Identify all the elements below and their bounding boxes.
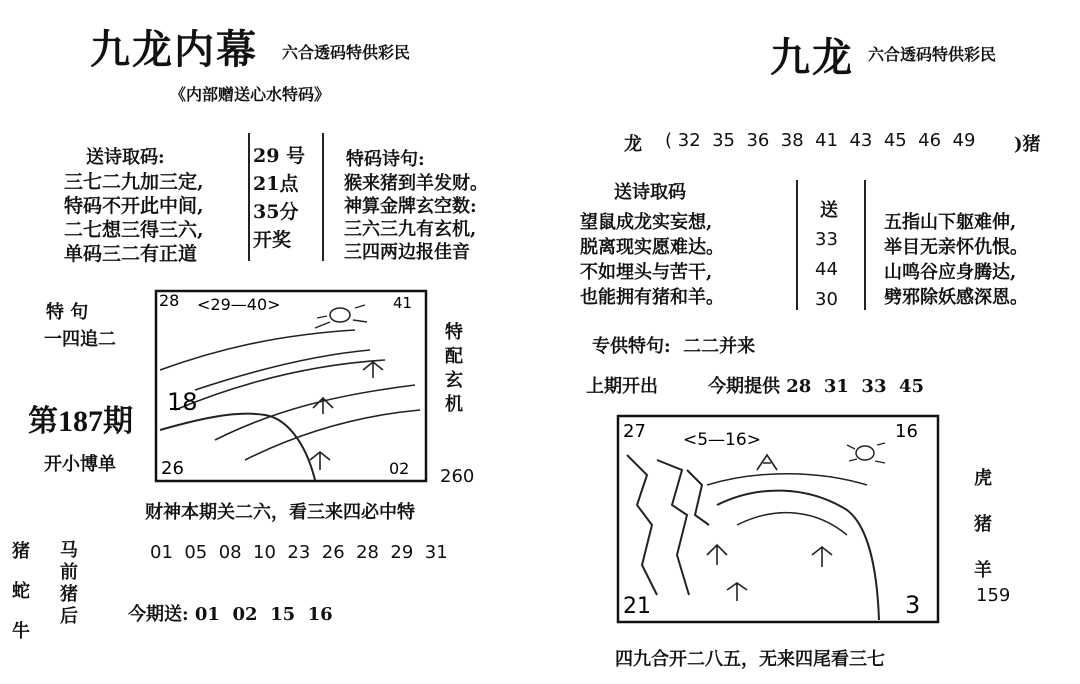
send-label: 送: [820, 200, 838, 221]
poem-line: 也能拥有猪和羊。: [580, 287, 724, 308]
divider-line: [248, 133, 250, 261]
special-heading: 特码诗句:: [346, 149, 425, 170]
special-sentence-label: 特 句: [46, 302, 89, 323]
pic-bottom-right: 3: [905, 591, 921, 619]
horse-char: 猪: [60, 584, 78, 605]
pic-range: <29—40>: [197, 295, 281, 314]
issue-number: 第187期: [28, 405, 133, 438]
right-poem-left: [580, 210, 724, 310]
send-number: 30: [815, 289, 838, 310]
left-numbers: 01 05 08 10 23 26 28 29 31: [150, 542, 448, 563]
right-special-sentence: 专供特句: 二二并来: [592, 336, 756, 357]
poem-line: 山鸣谷应身腾达,: [884, 262, 1017, 283]
divider-line: [864, 180, 866, 310]
dragon-numbers: ( 32 35 36 38 41 43 45 46 49: [665, 130, 976, 151]
special-line: 三六三九有玄机,: [344, 219, 477, 240]
animal: 羊: [974, 560, 992, 581]
draw-number: 29 号: [253, 145, 306, 167]
pic-top-left: 27: [623, 421, 646, 442]
side-number: 260: [440, 466, 475, 487]
left-title: 九龙内幕: [90, 26, 258, 73]
sketch-frame: [156, 291, 426, 481]
poem-line: 单码三二有正道: [64, 243, 198, 265]
special-poem: [344, 172, 488, 264]
right-subtitle: 六合透码特供彩民: [868, 45, 997, 64]
draw-open: 开奖: [253, 229, 292, 251]
small-big: 开小博单: [44, 454, 116, 475]
pic-range: <5—16>: [683, 430, 761, 450]
pic-bottom-left: 26: [161, 458, 184, 479]
left-sketch: [155, 290, 427, 482]
right-sketch: [617, 415, 939, 623]
poem-line: 不如埋头与苦干,: [580, 262, 713, 283]
pic-bottom-right: 02: [389, 459, 410, 478]
fortune-line: 财神本期关二六，看三来四必中特: [145, 502, 415, 523]
sketch-lines: [707, 474, 867, 535]
this-issue: 今期提供 28 31 33 45: [708, 376, 925, 397]
send-number: 33: [815, 229, 838, 250]
draw-info: [253, 142, 305, 254]
animal: 牛: [12, 621, 30, 642]
send-number: 44: [815, 259, 838, 280]
last-issue: 上期开出: [586, 376, 658, 397]
animal: 蛇: [12, 581, 30, 602]
sketch-frame: [618, 416, 938, 622]
right-bottom-line: 四九合开二八五，无来四尾看三七: [615, 649, 885, 670]
poem-line: 脱离现实愿难达。: [580, 237, 724, 258]
sketch-lines: [160, 330, 420, 460]
today-gift: 今期送: 01 02 15 16: [128, 604, 333, 625]
right-animals: [974, 456, 992, 594]
pic-mid-left: 18: [167, 388, 198, 416]
sun-icon: [856, 446, 874, 460]
horse-column: [60, 540, 78, 628]
special-line: 猴来猪到羊发财。: [344, 173, 488, 194]
special-line: 神算金牌玄空数:: [344, 196, 477, 217]
horse-char: 马: [60, 540, 78, 561]
right-title: 九龙: [770, 34, 854, 81]
right-poem-heading: 送诗取码: [614, 182, 686, 203]
special-line: 三四两边报佳音: [344, 242, 470, 263]
horse-char: 后: [60, 606, 78, 627]
horse-char: 前: [60, 562, 78, 583]
poem-line: 特码不开此中间,: [64, 195, 204, 217]
draw-hour: 21点: [253, 173, 299, 195]
left-notice: 《内部赠送心水特码》: [170, 85, 331, 104]
divider-line: [322, 133, 324, 261]
poem-line: 举目无亲怀仇恨。: [884, 237, 1028, 258]
pic-top-right: 41: [393, 294, 413, 312]
pic-top-left: 28: [159, 291, 180, 310]
poem-line: 二七想三得三六,: [64, 219, 204, 241]
poem-line: 劈邪除妖感深恩。: [884, 287, 1028, 308]
special-sentence: 一四追二: [44, 329, 116, 350]
draw-minute: 35分: [253, 201, 299, 223]
left-poem: [64, 170, 204, 266]
pig-label: )猪: [1014, 134, 1041, 155]
poem-line: 望鼠成龙实妄想,: [580, 212, 713, 233]
animal: 虎: [974, 468, 992, 489]
poem-line: 三七二九加三定,: [64, 171, 204, 193]
left-animals: [12, 532, 30, 652]
hill-line: [717, 491, 879, 620]
pic-bottom-left: 21: [623, 594, 651, 619]
right-poem-right: [884, 210, 1028, 310]
divider-line: [796, 180, 798, 310]
mountain-lines: [627, 455, 709, 595]
left-subtitle: 六合透码特供彩民: [282, 43, 411, 62]
grass-icons: [707, 545, 832, 601]
pic-top-right: 16: [895, 421, 918, 442]
side-vertical: 特配玄机: [442, 322, 463, 418]
sun-icon: [330, 308, 350, 322]
right-side-number: 159: [976, 585, 1011, 606]
animal: 猪: [12, 541, 30, 562]
tree-icon: [757, 455, 777, 470]
left-poem-heading: 送诗取码:: [86, 147, 165, 168]
animal: 猪: [974, 514, 992, 535]
dragon-label: 龙: [624, 134, 642, 155]
send-numbers: [815, 225, 838, 315]
poem-line: 五指山下躯难伸,: [884, 212, 1017, 233]
